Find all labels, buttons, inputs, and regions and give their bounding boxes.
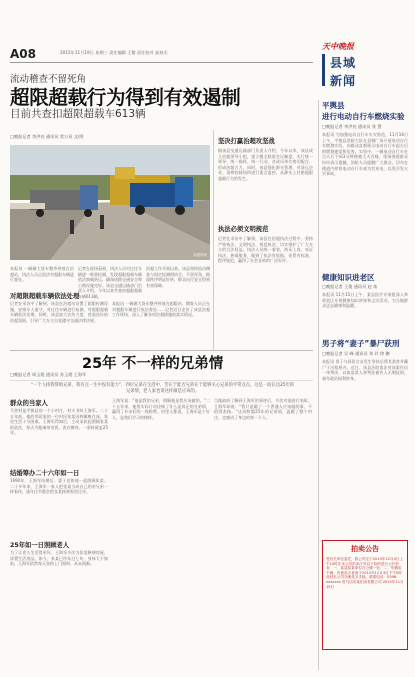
auction-body: 受有关单位委托，我公司定于2015年12月4日上午10时在本公司拍卖厅对以下标的进行公开拍卖：一、某县原某单位办公楼一处；二、车辆若干辆。有意竞买者请于2015年12月3日下午5时前到本公司办理竞买手续。联系电话：0396-xxxxxxx 驻马店市某拍卖有限公司 2015年11月19日 — [326, 557, 404, 589]
trucks-photo-illustration — [10, 145, 210, 260]
logo-bar — [322, 54, 325, 86]
side-body-1: 据该县交通运输部门负责人介绍，今年以来，该县成立治超领导小组，建立健全联席会议制度，实行统一领导、统一指挥、统一行动，各成员单位密切配合，形成治超合力。同时，该县强化源头管理，对货运企业、货物装载场所进行重点监控，从源头上杜绝超限超载行为的发生。 — [218, 148, 313, 181]
feature-col2: 王海军说：“他是我的兄弟，照顾他是我应该做的。”二十五年来，他用实际行动诠释了什么是真正的兄弟情，赢得了乡亲们的一致称赞。村里人都说，王海军是个好人，是我们学习的榜样。 — [112, 398, 210, 420]
lead-byline: □晚报记者 李洪亮 通讯员 常万双 文/图 — [10, 134, 84, 139]
right-title-1 — [322, 100, 408, 122]
feature-sub-3: 25年如一日照顾老人 — [10, 542, 70, 549]
newspaper-logo — [322, 41, 374, 52]
side-title-1: 坚决打赢治超攻坚战 — [218, 138, 275, 145]
lead-subhead: 目前共查扣超限超载车613辆 — [10, 108, 146, 120]
lead-body-col3: 治超工作开展以来，该县坚持流动稽查与固定检测相结合，不留死角，路面秩序明显好转，群众出行安全得到有效保障。 — [146, 266, 210, 288]
lead-body-col2: 记者在现场看到，执法人员对过往车辆逐一称重检测，发现超限超载车辆依法卸载转运，确保道路交通安全和公路设施完好。该县交通运输部门负责人介绍，今年以来共查扣超限超载车辆613辆。 — [78, 266, 142, 299]
feature-title: 25年 不一样的兄弟情 — [82, 356, 224, 372]
feature-quote: “一个人找我帮助兄弟，我有点一生中没有能力”，四位兄弟在生活中，苦在于能否兄弟在于能够关心兄弟的平常点点，这是一段长达25年的兄弟情，老人家也说这样做是应该的。 — [30, 383, 295, 394]
section-name-line1: 县域 — [330, 56, 357, 70]
right-title-3: 男子将“妻子”暴尸获刑 — [322, 339, 400, 348]
right-column-divider — [318, 100, 319, 670]
lead-kicker: 流动稽查不留死角 — [10, 74, 87, 85]
right-title-1a: 平舆县 — [322, 101, 345, 110]
lead-body-col1: 本报讯 一辆辆大货车整齐停放在超限站，稽查人员正在对超限车辆进行依法查处……记者近日走访了该县治超工作现场，深入了解各项治超措施的落实情况。 — [112, 301, 210, 318]
right-body-3: 本报讯 男子与同居女友发生争执后将其杀害并藏尸于出租屋内，近日，该县法院依法对该案作出一审判决，以故意杀人罪判处被告人无期徒刑，剥夺政治权利终身。 — [322, 359, 408, 381]
lead-headline: 超限超载行为得到有效遏制 — [10, 86, 241, 109]
header-rule — [10, 62, 313, 63]
right-body-1: 本报讯 为加强电动自行车火灾防范，11月16日上午，平舆县消防大队在县城广场开展电动自行车燃烧实验，向群众直观展示电动自行车起火后的燃烧速度和危害。实验中，一辆电动自行车在点火后不到3分钟便被大火吞噬，现场围观群众纷纷表示震撼。消防人员提醒广大群众，切勿在楼道内停放电动自行车或为其充电，以免引发火灾事故。 — [322, 132, 408, 177]
feature-top-rule — [10, 350, 313, 351]
lead-photo — [10, 145, 210, 260]
right-title-1b: 进行电动自行车燃烧实验 — [322, 112, 405, 121]
right-byline-3: □晚报记者 吴 峰 通讯员 刘 玲 徐 鹏 — [322, 351, 390, 356]
feature-quote-rule — [10, 380, 313, 381]
auction-title: 拍卖公告 — [351, 545, 379, 553]
section-name-line2: 新闻 — [330, 74, 357, 88]
feature-col3: 当地政府了解到王海军的事迹后，多次对他进行表彰。王海军却说：“我只是做了一个普通人应该做的事，不值得表扬。”这份跨越25年的兄弟情，温暖了整个村庄，也感动了身边的每一个人。 — [214, 398, 312, 420]
feature-sub-3-body: 为了让老人生活得更好，王海军多次为张某修缮房屋，添置生活用品。如今，张某已经年过七旬，身体大不如前，王海军依然每天坚持上门照料，从未间断。 — [10, 550, 108, 567]
photo-caption: 治超现场 — [193, 253, 207, 257]
feature-sub-1-body: 马营村是平舆县的一个小村庄，村支书叫王海军。二十五年前，他的邻居家的一位村民张某因病瘫痪在床，家里生活十分困难。王海军得知后，主动承担起照顾张某的责任，每天为他端茶送饭、洗衣擦身，一坚持就是25年。 — [10, 408, 108, 436]
page-meta: 2015年11月19日 星期三 责任编辑 王微 责任校对 高春光 — [60, 50, 168, 55]
column-divider — [213, 130, 214, 350]
auction-notice — [322, 540, 408, 650]
right-body-2: 本报讯 11月15日上午，某县医疗专家组深入革命老区开展健康知识讲座和义诊活动，为当地群众送去健康和温暖。 — [322, 292, 408, 309]
feature-byline: □晚报记者 周玉霞 通讯员 苏玉霞 王海军 — [10, 372, 87, 377]
right-byline-2: □晚报记者 王俊 通讯员 赵 灿 — [322, 284, 378, 289]
feature-sub-2-body: 1990年，王海军结婚后，妻子也和他一起照顾张某。二十多年来，王海军一家人把张某当成自己的亲兄弟一样看待，逢年过节都会把张某接到家里过年。 — [10, 478, 108, 495]
left-section-body: 记者在采访中了解到，该县在治超站设置了超限检测设施，安排专人值守，对过往车辆进行检测，对超限超载车辆依法处理。同时，该县加大宣传力度，营造良好的治超氛围，引导广大车主自觉遵守交通法律法规。 — [10, 301, 108, 323]
left-section-title: 对超限超载车辆依法处理 — [10, 293, 80, 300]
right-title-2: 健康知识进老区 — [322, 273, 375, 282]
feature-sub-1: 群众的当家人 — [10, 400, 48, 407]
side-title-2: 执法必须文明规范 — [218, 226, 269, 233]
right-byline-1: □晚报记者 李洪亮 通讯员 张 慧 — [322, 124, 382, 129]
lead-caption-text: 本报讯 一辆辆大货车整齐停放在治超站，执法人员正依法对超限车辆进行查处。 — [10, 266, 74, 283]
feature-sub-2: 结婚筹办二十六年如一日 — [10, 470, 80, 477]
side-body-2: 记者在采访中了解到，该县在治超执法过程中，坚持严格执法、文明执法、规范执法，切实维护了广大车主的合法权益。执法人员统一着装，持证上岗，亮证执法，热情服务，做到了执法有依据、处罚有标准、程序规范，赢得了社会各界的广泛好评。 — [218, 236, 313, 264]
logo-brand: 天中晚报 — [322, 41, 354, 51]
page-number: A08 — [10, 47, 36, 61]
